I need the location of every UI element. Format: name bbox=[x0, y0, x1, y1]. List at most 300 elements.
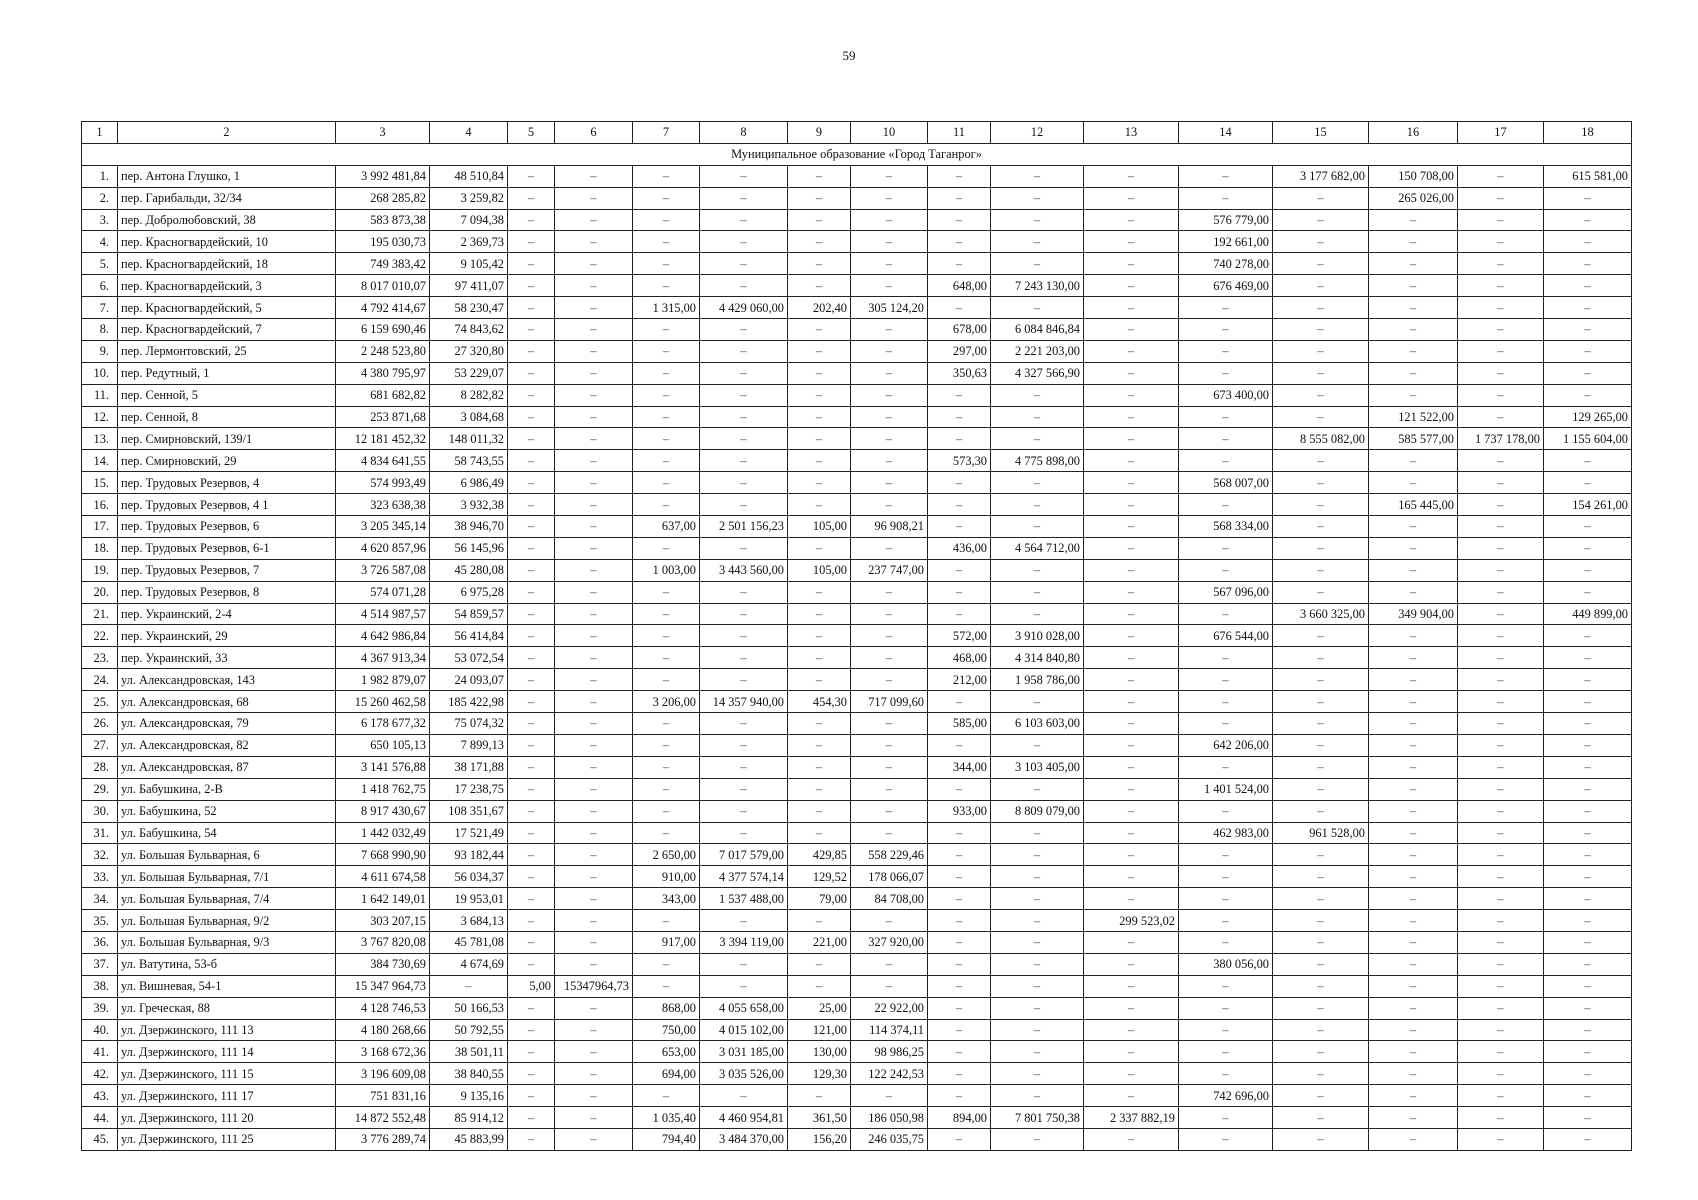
value-cell: – bbox=[1544, 275, 1632, 297]
value-cell: – bbox=[991, 691, 1084, 713]
value-cell: – bbox=[1179, 997, 1273, 1019]
table-row bbox=[82, 384, 1632, 406]
value-cell: 15 260 462,58 bbox=[336, 691, 430, 713]
value-cell: 6 986,49 bbox=[430, 472, 508, 494]
value-cell: – bbox=[788, 275, 851, 297]
value-cell: 4 834 641,55 bbox=[336, 450, 430, 472]
value-cell: – bbox=[700, 275, 788, 297]
value-cell: – bbox=[991, 1019, 1084, 1041]
value-cell: – bbox=[851, 756, 928, 778]
value-cell: – bbox=[1273, 910, 1369, 932]
table-row bbox=[82, 603, 1632, 625]
value-cell: 185 422,98 bbox=[430, 691, 508, 713]
value-cell: – bbox=[1179, 1128, 1273, 1150]
value-cell: – bbox=[633, 406, 700, 428]
table-row bbox=[82, 1019, 1632, 1041]
column-number-cell: 10 bbox=[851, 122, 928, 144]
value-cell: – bbox=[1179, 297, 1273, 319]
value-cell: – bbox=[1179, 537, 1273, 559]
value-cell: – bbox=[508, 1041, 555, 1063]
value-cell: – bbox=[508, 231, 555, 253]
value-cell: – bbox=[1544, 472, 1632, 494]
value-cell: – bbox=[1084, 647, 1179, 669]
value-cell: – bbox=[508, 713, 555, 735]
value-cell: – bbox=[1179, 165, 1273, 187]
value-cell: – bbox=[1458, 275, 1544, 297]
value-cell: 9 135,16 bbox=[430, 1085, 508, 1107]
value-cell: – bbox=[991, 931, 1084, 953]
column-number-cell: 15 bbox=[1273, 122, 1369, 144]
value-cell: 3 031 185,00 bbox=[700, 1041, 788, 1063]
row-index-cell: 41. bbox=[82, 1041, 118, 1063]
address-cell: ул. Большая Бульварная, 9/2 bbox=[118, 910, 336, 932]
column-number-cell: 13 bbox=[1084, 122, 1179, 144]
value-cell: – bbox=[1084, 209, 1179, 231]
value-cell: 436,00 bbox=[928, 537, 991, 559]
value-cell: – bbox=[555, 494, 633, 516]
value-cell: – bbox=[1273, 253, 1369, 275]
value-cell: – bbox=[1544, 713, 1632, 735]
value-cell: – bbox=[991, 866, 1084, 888]
value-cell: – bbox=[1369, 516, 1458, 538]
value-cell: – bbox=[555, 888, 633, 910]
value-cell: – bbox=[1179, 647, 1273, 669]
value-cell: – bbox=[1273, 494, 1369, 516]
row-index-cell: 14. bbox=[82, 450, 118, 472]
row-index-cell: 43. bbox=[82, 1085, 118, 1107]
value-cell: – bbox=[851, 231, 928, 253]
value-cell: 583 873,38 bbox=[336, 209, 430, 231]
value-cell: – bbox=[508, 822, 555, 844]
value-cell: – bbox=[555, 231, 633, 253]
value-cell: 7 668 990,90 bbox=[336, 844, 430, 866]
value-cell: 7 243 130,00 bbox=[991, 275, 1084, 297]
value-cell: – bbox=[700, 187, 788, 209]
value-cell: – bbox=[788, 713, 851, 735]
value-cell: – bbox=[1369, 362, 1458, 384]
value-cell: 130,00 bbox=[788, 1041, 851, 1063]
address-cell: пер. Украинский, 33 bbox=[118, 647, 336, 669]
value-cell: 79,00 bbox=[788, 888, 851, 910]
data-table bbox=[81, 121, 1632, 1151]
column-number-cell: 9 bbox=[788, 122, 851, 144]
value-cell: – bbox=[633, 756, 700, 778]
value-cell: 576 779,00 bbox=[1179, 209, 1273, 231]
value-cell: 3 196 609,08 bbox=[336, 1063, 430, 1085]
table-row bbox=[82, 1107, 1632, 1129]
value-cell: 7 899,13 bbox=[430, 734, 508, 756]
value-cell: 361,50 bbox=[788, 1107, 851, 1129]
value-cell: – bbox=[1084, 297, 1179, 319]
value-cell: – bbox=[508, 275, 555, 297]
value-cell: – bbox=[851, 669, 928, 691]
value-cell: – bbox=[430, 975, 508, 997]
row-index-cell: 39. bbox=[82, 997, 118, 1019]
value-cell: 50 166,53 bbox=[430, 997, 508, 1019]
value-cell: 3 932,38 bbox=[430, 494, 508, 516]
value-cell: – bbox=[788, 253, 851, 275]
value-cell: – bbox=[1458, 1019, 1544, 1041]
value-cell: – bbox=[700, 581, 788, 603]
value-cell: – bbox=[928, 559, 991, 581]
value-cell: – bbox=[1179, 1107, 1273, 1129]
value-cell: – bbox=[633, 319, 700, 341]
value-cell: – bbox=[1179, 559, 1273, 581]
value-cell: – bbox=[1084, 1085, 1179, 1107]
table-row bbox=[82, 231, 1632, 253]
value-cell: – bbox=[508, 209, 555, 231]
value-cell: – bbox=[1458, 472, 1544, 494]
value-cell: 429,85 bbox=[788, 844, 851, 866]
value-cell: – bbox=[555, 1085, 633, 1107]
value-cell: – bbox=[1179, 1041, 1273, 1063]
value-cell: – bbox=[700, 669, 788, 691]
value-cell: – bbox=[928, 866, 991, 888]
value-cell: – bbox=[1179, 319, 1273, 341]
value-cell: 3 394 119,00 bbox=[700, 931, 788, 953]
value-cell: – bbox=[1084, 537, 1179, 559]
value-cell: – bbox=[788, 669, 851, 691]
column-number-cell: 7 bbox=[633, 122, 700, 144]
value-cell: – bbox=[1458, 187, 1544, 209]
value-cell: – bbox=[928, 581, 991, 603]
value-cell: 19 953,01 bbox=[430, 888, 508, 910]
value-cell: – bbox=[1179, 450, 1273, 472]
address-cell: пер. Украинский, 2-4 bbox=[118, 603, 336, 625]
value-cell: – bbox=[555, 756, 633, 778]
value-cell: – bbox=[555, 625, 633, 647]
address-cell: ул. Дзержинского, 111 25 bbox=[118, 1128, 336, 1150]
address-cell: пер. Добролюбовский, 38 bbox=[118, 209, 336, 231]
value-cell: – bbox=[851, 734, 928, 756]
value-cell: – bbox=[1369, 931, 1458, 953]
value-cell: – bbox=[1084, 953, 1179, 975]
value-cell: – bbox=[1369, 778, 1458, 800]
table-row bbox=[82, 1063, 1632, 1085]
value-cell: – bbox=[1084, 603, 1179, 625]
value-cell: – bbox=[788, 910, 851, 932]
value-cell: – bbox=[555, 1128, 633, 1150]
value-cell: – bbox=[1179, 669, 1273, 691]
value-cell: – bbox=[1369, 253, 1458, 275]
value-cell: 3 035 526,00 bbox=[700, 1063, 788, 1085]
value-cell: – bbox=[788, 647, 851, 669]
value-cell: – bbox=[1458, 1063, 1544, 1085]
value-cell: – bbox=[508, 253, 555, 275]
value-cell: – bbox=[1458, 362, 1544, 384]
value-cell: – bbox=[633, 975, 700, 997]
value-cell: – bbox=[991, 165, 1084, 187]
value-cell: – bbox=[991, 581, 1084, 603]
value-cell: – bbox=[555, 997, 633, 1019]
value-cell: 6 178 677,32 bbox=[336, 713, 430, 735]
value-cell: – bbox=[700, 953, 788, 975]
value-cell: – bbox=[851, 472, 928, 494]
address-cell: пер. Красногвардейский, 7 bbox=[118, 319, 336, 341]
table-row bbox=[82, 581, 1632, 603]
value-cell: – bbox=[555, 953, 633, 975]
value-cell: – bbox=[1084, 1041, 1179, 1063]
value-cell: – bbox=[1369, 384, 1458, 406]
row-index-cell: 45. bbox=[82, 1128, 118, 1150]
value-cell: – bbox=[555, 713, 633, 735]
row-index-cell: 24. bbox=[82, 669, 118, 691]
value-cell: 3 103 405,00 bbox=[991, 756, 1084, 778]
value-cell: – bbox=[1544, 319, 1632, 341]
value-cell: – bbox=[700, 713, 788, 735]
value-cell: 38 840,55 bbox=[430, 1063, 508, 1085]
value-cell: – bbox=[1084, 472, 1179, 494]
value-cell: – bbox=[1544, 931, 1632, 953]
value-cell: – bbox=[928, 494, 991, 516]
value-cell: – bbox=[788, 209, 851, 231]
value-cell: – bbox=[851, 1085, 928, 1107]
value-cell: – bbox=[1273, 800, 1369, 822]
value-cell: 121,00 bbox=[788, 1019, 851, 1041]
value-cell: – bbox=[508, 1019, 555, 1041]
value-cell: – bbox=[788, 778, 851, 800]
value-cell: – bbox=[1458, 603, 1544, 625]
value-cell: 192 661,00 bbox=[1179, 231, 1273, 253]
value-cell: – bbox=[555, 253, 633, 275]
value-cell: – bbox=[788, 165, 851, 187]
value-cell: 1 401 524,00 bbox=[1179, 778, 1273, 800]
value-cell: – bbox=[1273, 319, 1369, 341]
value-cell: – bbox=[1084, 822, 1179, 844]
value-cell: 268 285,82 bbox=[336, 187, 430, 209]
value-cell: 150 708,00 bbox=[1369, 165, 1458, 187]
value-cell: – bbox=[1458, 1128, 1544, 1150]
value-cell: – bbox=[508, 844, 555, 866]
value-cell: – bbox=[1084, 275, 1179, 297]
value-cell: – bbox=[928, 187, 991, 209]
value-cell: 97 411,07 bbox=[430, 275, 508, 297]
value-cell: – bbox=[555, 428, 633, 450]
value-cell: – bbox=[1544, 1041, 1632, 1063]
value-cell: – bbox=[555, 472, 633, 494]
value-cell: – bbox=[928, 844, 991, 866]
value-cell: 8 555 082,00 bbox=[1273, 428, 1369, 450]
value-cell: 694,00 bbox=[633, 1063, 700, 1085]
value-cell: – bbox=[1369, 734, 1458, 756]
value-cell: – bbox=[1084, 1128, 1179, 1150]
value-cell: – bbox=[508, 297, 555, 319]
row-index-cell: 10. bbox=[82, 362, 118, 384]
value-cell: 585 577,00 bbox=[1369, 428, 1458, 450]
value-cell: – bbox=[1458, 756, 1544, 778]
value-cell: – bbox=[555, 734, 633, 756]
value-cell: – bbox=[1544, 625, 1632, 647]
value-cell: – bbox=[851, 713, 928, 735]
value-cell: – bbox=[1458, 319, 1544, 341]
value-cell: – bbox=[851, 494, 928, 516]
value-cell: – bbox=[508, 581, 555, 603]
value-cell: – bbox=[555, 362, 633, 384]
value-cell: – bbox=[1084, 231, 1179, 253]
value-cell: – bbox=[788, 975, 851, 997]
value-cell: – bbox=[1084, 384, 1179, 406]
value-cell: – bbox=[555, 516, 633, 538]
value-cell: – bbox=[788, 1085, 851, 1107]
value-cell: – bbox=[1544, 669, 1632, 691]
value-cell: – bbox=[851, 209, 928, 231]
value-cell: 129,30 bbox=[788, 1063, 851, 1085]
value-cell: 3 259,82 bbox=[430, 187, 508, 209]
value-cell: – bbox=[991, 209, 1084, 231]
value-cell: 8 282,82 bbox=[430, 384, 508, 406]
row-index-cell: 25. bbox=[82, 691, 118, 713]
value-cell: – bbox=[508, 450, 555, 472]
value-cell: – bbox=[1084, 625, 1179, 647]
value-cell: 15 347 964,73 bbox=[336, 975, 430, 997]
table-row bbox=[82, 187, 1632, 209]
value-cell: – bbox=[1084, 494, 1179, 516]
value-cell: – bbox=[1544, 844, 1632, 866]
address-cell: пер. Лермонтовский, 25 bbox=[118, 340, 336, 362]
value-cell: – bbox=[555, 1063, 633, 1085]
value-cell: 3 084,68 bbox=[430, 406, 508, 428]
value-cell: 910,00 bbox=[633, 866, 700, 888]
address-cell: пер. Сенной, 5 bbox=[118, 384, 336, 406]
value-cell: – bbox=[508, 537, 555, 559]
value-cell: 8 017 010,07 bbox=[336, 275, 430, 297]
value-cell: – bbox=[1369, 691, 1458, 713]
value-cell: 54 859,57 bbox=[430, 603, 508, 625]
value-cell: 17 521,49 bbox=[430, 822, 508, 844]
row-index-cell: 12. bbox=[82, 406, 118, 428]
value-cell: – bbox=[1273, 275, 1369, 297]
value-cell: – bbox=[1273, 691, 1369, 713]
value-cell: 25,00 bbox=[788, 997, 851, 1019]
value-cell: – bbox=[991, 428, 1084, 450]
value-cell: – bbox=[991, 253, 1084, 275]
value-cell: – bbox=[508, 319, 555, 341]
value-cell: – bbox=[1273, 997, 1369, 1019]
value-cell: 1 003,00 bbox=[633, 559, 700, 581]
value-cell: 24 093,07 bbox=[430, 669, 508, 691]
value-cell: 1 958 786,00 bbox=[991, 669, 1084, 691]
value-cell: – bbox=[1084, 997, 1179, 1019]
table-row bbox=[82, 647, 1632, 669]
value-cell: 6 103 603,00 bbox=[991, 713, 1084, 735]
value-cell: – bbox=[1084, 931, 1179, 953]
value-cell: – bbox=[1273, 647, 1369, 669]
row-index-cell: 22. bbox=[82, 625, 118, 647]
value-cell: 344,00 bbox=[928, 756, 991, 778]
value-cell: – bbox=[1458, 931, 1544, 953]
value-cell: – bbox=[700, 800, 788, 822]
value-cell: 894,00 bbox=[928, 1107, 991, 1129]
value-cell: – bbox=[1084, 406, 1179, 428]
value-cell: – bbox=[633, 362, 700, 384]
value-cell: – bbox=[508, 406, 555, 428]
value-cell: – bbox=[991, 1128, 1084, 1150]
value-cell: – bbox=[1458, 559, 1544, 581]
value-cell: – bbox=[1084, 450, 1179, 472]
value-cell: – bbox=[1273, 1085, 1369, 1107]
value-cell: – bbox=[555, 1107, 633, 1129]
value-cell: – bbox=[700, 384, 788, 406]
value-cell: 3 206,00 bbox=[633, 691, 700, 713]
value-cell: 4 327 566,90 bbox=[991, 362, 1084, 384]
value-cell: – bbox=[991, 844, 1084, 866]
column-number-cell: 4 bbox=[430, 122, 508, 144]
value-cell: 4 620 857,96 bbox=[336, 537, 430, 559]
value-cell: 343,00 bbox=[633, 888, 700, 910]
value-cell: – bbox=[1369, 1128, 1458, 1150]
value-cell: – bbox=[1273, 734, 1369, 756]
column-number-cell: 18 bbox=[1544, 122, 1632, 144]
value-cell: – bbox=[851, 340, 928, 362]
value-cell: – bbox=[1369, 910, 1458, 932]
value-cell: 93 182,44 bbox=[430, 844, 508, 866]
value-cell: – bbox=[555, 384, 633, 406]
value-cell: – bbox=[1273, 844, 1369, 866]
value-cell: 1 315,00 bbox=[633, 297, 700, 319]
value-cell: 3 443 560,00 bbox=[700, 559, 788, 581]
value-cell: – bbox=[508, 472, 555, 494]
value-cell: – bbox=[1458, 537, 1544, 559]
address-cell: ул. Бабушкина, 54 bbox=[118, 822, 336, 844]
row-index-cell: 1. bbox=[82, 165, 118, 187]
address-cell: пер. Трудовых Резервов, 8 bbox=[118, 581, 336, 603]
value-cell: 3 776 289,74 bbox=[336, 1128, 430, 1150]
address-cell: пер. Смирновский, 29 bbox=[118, 450, 336, 472]
value-cell: – bbox=[1458, 800, 1544, 822]
value-cell: – bbox=[1273, 209, 1369, 231]
value-cell: – bbox=[928, 231, 991, 253]
value-cell: – bbox=[555, 209, 633, 231]
value-cell: – bbox=[555, 187, 633, 209]
value-cell: – bbox=[1369, 625, 1458, 647]
value-cell: – bbox=[700, 822, 788, 844]
table-row bbox=[82, 910, 1632, 932]
value-cell: – bbox=[1369, 1085, 1458, 1107]
value-cell: 38 171,88 bbox=[430, 756, 508, 778]
value-cell: – bbox=[1544, 1128, 1632, 1150]
value-cell: 3 177 682,00 bbox=[1273, 165, 1369, 187]
row-index-cell: 18. bbox=[82, 537, 118, 559]
value-cell: – bbox=[851, 975, 928, 997]
value-cell: 1 155 604,00 bbox=[1544, 428, 1632, 450]
value-cell: – bbox=[700, 428, 788, 450]
value-cell: – bbox=[555, 603, 633, 625]
value-cell: – bbox=[1273, 778, 1369, 800]
value-cell: – bbox=[851, 406, 928, 428]
address-cell: пер. Трудовых Резервов, 4 1 bbox=[118, 494, 336, 516]
row-index-cell: 30. bbox=[82, 800, 118, 822]
value-cell: – bbox=[851, 603, 928, 625]
value-cell: – bbox=[555, 581, 633, 603]
value-cell: – bbox=[508, 165, 555, 187]
value-cell: 27 320,80 bbox=[430, 340, 508, 362]
value-cell: – bbox=[633, 428, 700, 450]
address-cell: ул. Вишневая, 54-1 bbox=[118, 975, 336, 997]
value-cell: – bbox=[1273, 756, 1369, 778]
value-cell: 38 946,70 bbox=[430, 516, 508, 538]
value-cell: – bbox=[633, 713, 700, 735]
table-row bbox=[82, 165, 1632, 187]
value-cell: 4 429 060,00 bbox=[700, 297, 788, 319]
value-cell: – bbox=[1084, 516, 1179, 538]
value-cell: – bbox=[555, 669, 633, 691]
column-number-cell: 16 bbox=[1369, 122, 1458, 144]
value-cell: 8 809 079,00 bbox=[991, 800, 1084, 822]
value-cell: 48 510,84 bbox=[430, 165, 508, 187]
value-cell: – bbox=[1458, 450, 1544, 472]
row-index-cell: 17. bbox=[82, 516, 118, 538]
address-cell: пер. Сенной, 8 bbox=[118, 406, 336, 428]
